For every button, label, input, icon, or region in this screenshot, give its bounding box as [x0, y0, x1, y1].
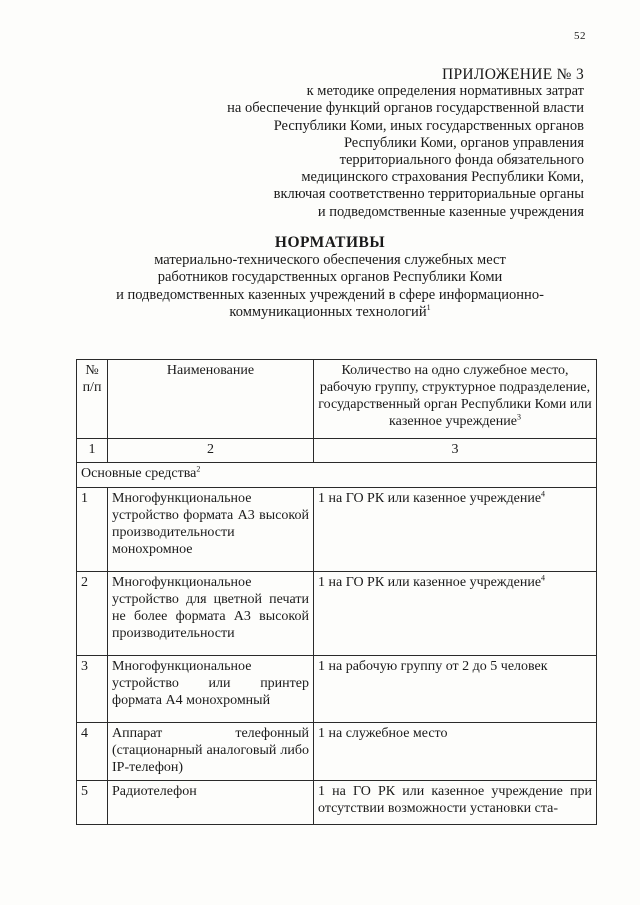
heading-line: работников государственных органов Республики Коми	[157, 269, 503, 285]
appendix-line: на обеспечение функций органов государственной власти	[227, 100, 584, 117]
appendix-line: Республики Коми, органов управления	[343, 134, 584, 151]
table-row	[77, 488, 597, 572]
page-number: 52	[574, 30, 586, 42]
header-name: Наименование	[108, 360, 314, 439]
heading-last-text: коммуникационных технологий	[229, 304, 427, 320]
row-quantity	[314, 488, 597, 572]
row-quantity-text: 1 на ГО РК или казенное учреждение	[318, 491, 542, 506]
row-name: Аппарат телефонный (стационарный аналоговый либо IP-телефон)	[108, 723, 314, 781]
row-number: 3	[77, 656, 108, 723]
column-number: 1	[77, 439, 108, 463]
row-name: Многофункциональное устройство формата А3 высокой производительности монохромное	[108, 488, 314, 572]
appendix-line: медицинского страхования Республики Коми,	[301, 169, 584, 186]
row-quantity-text: 1 на служебное место	[318, 726, 448, 741]
row-number: 4	[77, 723, 108, 781]
footnote-ref: 4	[541, 573, 546, 583]
row-quantity-text: 1 на ГО РК или казенное учреждение	[318, 575, 542, 590]
table-header-row	[77, 360, 597, 439]
row-number: 1	[77, 488, 108, 572]
section-label	[77, 463, 597, 488]
row-quantity-text: 1 на рабочую группу от 2 до 5 человек	[318, 659, 548, 674]
footnote-ref: 1	[426, 303, 431, 313]
column-number: 2	[108, 439, 314, 463]
appendix-line: к методике определения нормативных затрат	[306, 83, 584, 100]
row-quantity	[314, 572, 597, 656]
appendix-line: территориального фонда обязательного	[339, 152, 584, 169]
row-name: Многофункциональное устройство для цветной печати не более формата А3 высокой производительности	[108, 572, 314, 656]
row-quantity-text: 1 на ГО РК или казенное учреждение при отсутствии возможности установки ста-	[318, 784, 592, 816]
row-name: Радиотелефон	[108, 781, 314, 825]
appendix-block	[124, 66, 584, 221]
header-number: № п/п	[77, 360, 108, 439]
footnote-ref: 3	[516, 412, 521, 422]
footnote-ref: 4	[541, 489, 546, 499]
table-row	[77, 781, 597, 825]
heading-line: и подведомственных казенных учреждений в сфере информационно-	[116, 286, 544, 303]
norms-table	[76, 359, 597, 825]
appendix-line: включая соответственно территориальные органы	[273, 186, 584, 203]
row-quantity	[314, 723, 597, 781]
section-label-text: Основные средства	[81, 466, 197, 481]
row-quantity	[314, 656, 597, 723]
section-row	[77, 463, 597, 488]
appendix-line: и подведомственные казенные учреждения	[317, 203, 584, 220]
row-number: 2	[77, 572, 108, 656]
header-quantity-text: Количество на одно служебное место, рабочую группу, структурное подразделение, государственный орган Республики Коми или казенное учреждение	[318, 363, 592, 429]
heading-line: материально-технического обеспечения служебных мест	[154, 251, 506, 268]
heading-last-line	[40, 304, 620, 322]
row-name: Многофункциональное устройство или принтер формата А4 монохромный	[108, 656, 314, 723]
appendix-title: ПРИЛОЖЕНИЕ № 3	[441, 66, 584, 83]
column-numbers-row	[77, 439, 597, 463]
table-row	[77, 723, 597, 781]
footnote-ref: 2	[196, 464, 201, 474]
header-quantity	[314, 360, 597, 439]
document-title: НОРМАТИВЫ	[274, 234, 386, 251]
table-row	[77, 572, 597, 656]
row-quantity	[314, 781, 597, 825]
row-number: 5	[77, 781, 108, 825]
appendix-line: Республики Коми, иных государственных органов	[273, 117, 584, 134]
document-heading	[40, 234, 620, 322]
column-number: 3	[314, 439, 597, 463]
table-row	[77, 656, 597, 723]
